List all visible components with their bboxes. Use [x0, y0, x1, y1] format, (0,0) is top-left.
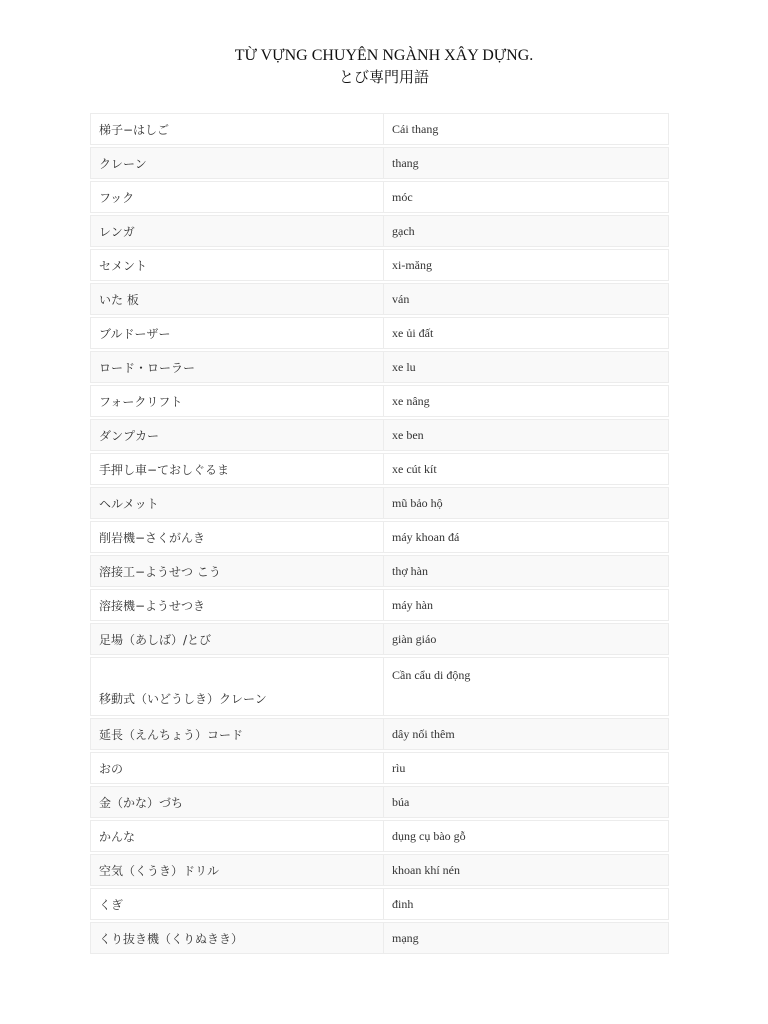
japanese-term: くぎ [90, 888, 383, 920]
table-row [90, 922, 669, 954]
japanese-term: ダンプカー [90, 419, 383, 451]
vietnamese-meaning: móc [383, 181, 669, 213]
japanese-term: 削岩機−さくがんき [90, 521, 383, 553]
japanese-term: フォークリフト [90, 385, 383, 417]
japanese-term: 金（かな）づち [90, 786, 383, 818]
japanese-term: 梯子−はしご [90, 113, 383, 145]
japanese-term: くり抜き機（くりぬきき） [90, 922, 383, 954]
vietnamese-meaning: rìu [383, 752, 669, 784]
vietnamese-meaning: mạng [383, 922, 669, 954]
japanese-term: フック [90, 181, 383, 213]
vietnamese-meaning: xi-măng [383, 249, 669, 281]
japanese-term: 足場（あしば）/とび [90, 623, 383, 655]
japanese-term: かんな [90, 820, 383, 852]
vietnamese-meaning: giàn giáo [383, 623, 669, 655]
japanese-term: 溶接機−ようせつき [90, 589, 383, 621]
japanese-term: ヘルメット [90, 487, 383, 519]
japanese-term: レンガ [90, 215, 383, 247]
table-row [90, 453, 669, 485]
table-row [90, 317, 669, 349]
japanese-term: いた 板 [90, 283, 383, 315]
table-row [90, 718, 669, 750]
japanese-term: ブルドーザー [90, 317, 383, 349]
vietnamese-meaning: khoan khí nén [383, 854, 669, 886]
table-row [90, 147, 669, 179]
table-row [90, 181, 669, 213]
table-row [90, 854, 669, 886]
vietnamese-meaning: dây nối thêm [383, 718, 669, 750]
japanese-term: ロード・ローラー [90, 351, 383, 383]
vietnamese-meaning: xe ủi đất [383, 317, 669, 349]
table-row [90, 888, 669, 920]
vietnamese-meaning: xe lu [383, 351, 669, 383]
table-row [90, 623, 669, 655]
table-row [90, 555, 669, 587]
japanese-term: クレーン [90, 147, 383, 179]
japanese-term: 空気（くうき）ドリル [90, 854, 383, 886]
vietnamese-meaning: Cần cẩu di động [383, 657, 669, 716]
vietnamese-meaning: ván [383, 283, 669, 315]
table-row [90, 589, 669, 621]
table-row [90, 351, 669, 383]
vietnamese-meaning: xe ben [383, 419, 669, 451]
japanese-term: 延長（えんちょう）コード [90, 718, 383, 750]
vietnamese-meaning: máy hàn [383, 589, 669, 621]
vocabulary-table [90, 111, 669, 956]
table-row [90, 820, 669, 852]
vietnamese-meaning: xe nâng [383, 385, 669, 417]
table-row [90, 249, 669, 281]
vietnamese-meaning: xe cút kít [383, 453, 669, 485]
vietnamese-meaning: thợ hàn [383, 555, 669, 587]
japanese-term: おの [90, 752, 383, 784]
vietnamese-meaning: dụng cụ bào gỗ [383, 820, 669, 852]
document-title-vietnamese: TỪ VỰNG CHUYÊN NGÀNH XÂY DỰNG. [234, 47, 534, 64]
table-row [90, 657, 669, 716]
document-header [0, 46, 768, 88]
vietnamese-meaning: máy khoan đá [383, 521, 669, 553]
vietnamese-meaning: mũ bảo hộ [383, 487, 669, 519]
vietnamese-meaning: búa [383, 786, 669, 818]
table-row [90, 113, 669, 145]
table-row [90, 283, 669, 315]
japanese-term: 手押し車−ておしぐるま [90, 453, 383, 485]
table-row [90, 215, 669, 247]
japanese-term: 移動式（いどうしき）クレーン [90, 657, 383, 716]
japanese-term: 溶接工−ようせつ こう [90, 555, 383, 587]
table-row [90, 786, 669, 818]
vietnamese-meaning: gạch [383, 215, 669, 247]
vietnamese-meaning: Cái thang [383, 113, 669, 145]
vietnamese-meaning: thang [383, 147, 669, 179]
table-row [90, 487, 669, 519]
document-title-japanese: とび専門用語 [338, 68, 429, 86]
table-row [90, 385, 669, 417]
vietnamese-meaning: đinh [383, 888, 669, 920]
japanese-term: セメント [90, 249, 383, 281]
table-row [90, 521, 669, 553]
table-row [90, 752, 669, 784]
table-row [90, 419, 669, 451]
